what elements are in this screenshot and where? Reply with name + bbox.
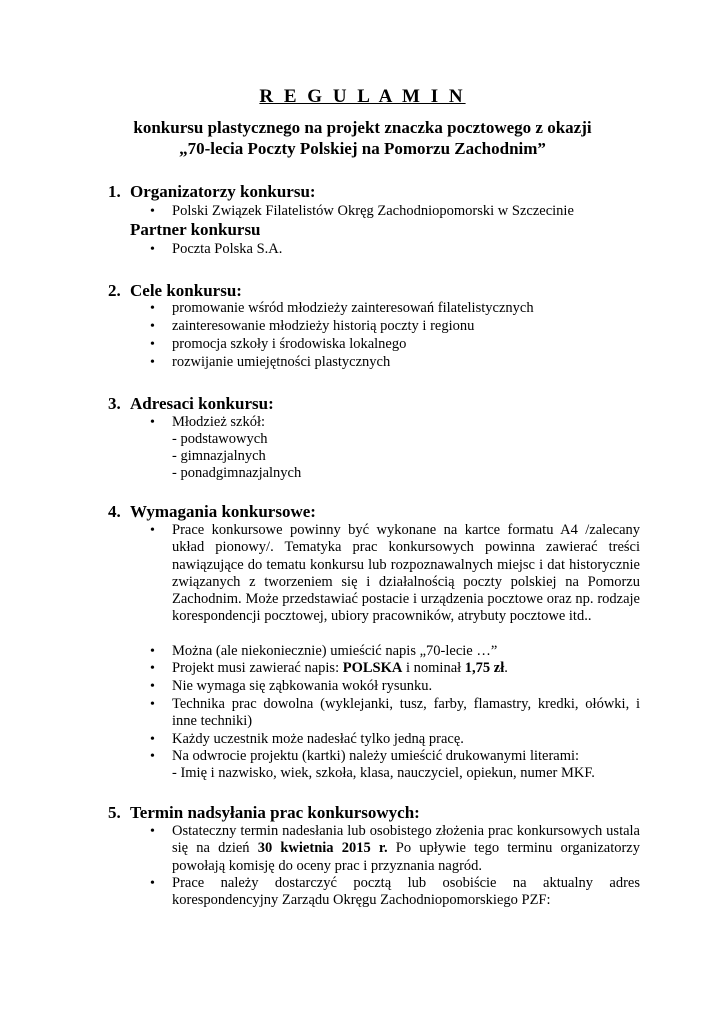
list-item: • zainteresowanie młodzieży historią poczty i regionu — [150, 318, 475, 334]
bullet-icon: • — [150, 749, 155, 764]
list-item: • Nie wymaga się ząbkowania wokół rysunku. — [150, 678, 433, 694]
sub-list-item: - Imię i nazwisko, wiek, szkoła, klasa, nauczyciel, opiekun, numer MKF. — [172, 765, 595, 781]
bullet-icon: • — [150, 679, 155, 694]
bullet-icon: • — [150, 876, 155, 891]
list-item: • Prace należy dostarczyć pocztą lub osobiście na aktualny adres korespondencyjny Zarządu Okręgu Zachodniopomorskiego PZF: — [150, 875, 640, 909]
section-title: Cele konkursu: — [130, 281, 242, 300]
section-number: 2. — [108, 281, 121, 300]
bullet-icon: • — [150, 824, 155, 839]
section-5-heading — [108, 803, 420, 823]
list-item: • Młodzież szkół: — [150, 414, 266, 430]
section-3-heading — [108, 394, 274, 414]
sub-list-item: - podstawowych — [172, 431, 268, 447]
bullet-icon: • — [150, 644, 155, 659]
section-4-heading — [108, 502, 316, 522]
document-subtitle-line-1: konkursu plastycznego na projekt znaczka pocztowego z okazji — [133, 118, 592, 137]
section-1-heading — [108, 182, 316, 202]
document-title: R E G U L A M I N — [259, 86, 466, 107]
list-item: • Projekt musi zawierać napis: POLSKA i nominał 1,75 zł. — [150, 660, 508, 676]
section-title: Wymagania konkursowe: — [130, 502, 316, 521]
list-item: • Na odwrocie projektu (kartki) należy umieścić drukowanymi literami: — [150, 748, 580, 764]
bullet-icon: • — [150, 242, 155, 257]
list-item: • Można (ale niekoniecznie) umieścić napis „70-lecie …” — [150, 643, 498, 659]
bullet-icon: • — [150, 661, 155, 676]
section-number: 3. — [108, 394, 121, 413]
bullet-icon: • — [150, 204, 155, 219]
document-subtitle-line-2: „70-lecia Poczty Polskiej na Pomorzu Zachodnim” — [179, 139, 546, 158]
bullet-icon: • — [150, 301, 155, 316]
list-item: • promocja szkoły i środowiska lokalnego — [150, 336, 407, 352]
list-item: • Poczta Polska S.A. — [150, 241, 283, 257]
section-number: 4. — [108, 502, 121, 521]
section-title: Termin nadsyłania prac konkursowych: — [130, 803, 420, 822]
bullet-icon: • — [150, 415, 155, 430]
bullet-icon: • — [150, 523, 155, 538]
list-item: • promowanie wśród młodzieży zainteresowań filatelistycznych — [150, 300, 534, 316]
section-number: 1. — [108, 182, 121, 201]
bullet-icon: • — [150, 319, 155, 334]
section-2-heading — [108, 281, 242, 301]
list-item: • Każdy uczestnik może nadesłać tylko jedną pracę. — [150, 731, 464, 747]
section-number: 5. — [108, 803, 121, 822]
list-item: • Ostateczny termin nadesłania lub osobistego złożenia prac konkursowych ustala się na dzień 30 kwietnia 2015 r. Po upływie tego terminu organizatorzy powołają komisję do oceny prac i przyznania nagród. — [150, 823, 640, 874]
bullet-icon: • — [150, 355, 155, 370]
section-title: Organizatorzy konkursu: — [130, 182, 316, 201]
bullet-icon: • — [150, 337, 155, 352]
partner-heading: Partner konkursu — [130, 220, 261, 239]
bullet-icon: • — [150, 697, 155, 712]
list-item: • Polski Związek Filatelistów Okręg Zachodniopomorski w Szczecinie — [150, 203, 574, 219]
sub-list-item: - ponadgimnazjalnych — [172, 465, 302, 481]
list-item: • rozwijanie umiejętności plastycznych — [150, 354, 391, 370]
list-item: • Technika prac dowolna (wyklejanki, tusz, farby, flamastry, kredki, ołówki, i inne techniki) — [150, 696, 640, 730]
sub-list-item: - gimnazjalnych — [172, 448, 266, 464]
bullet-icon: • — [150, 732, 155, 747]
list-item: • Prace konkursowe powinny być wykonane na kartce formatu A4 /zalecany układ pionowy/. Tematyka prac konkursowych powinna zawierać treści nawiązujące do tematu konkursu lub rozpoznawalnych miejsc i dat historycznie związanych z tworzeniem się i działalnością poczty polskiej na Pomorzu Zachodnim. Może przedstawiać postacie i urządzenia pocztowe oraz np. rodzaje korespondencji pocztowej, ubiory pracowników, atrybuty pocztowe itd.. — [150, 522, 640, 625]
section-title: Adresaci konkursu: — [130, 394, 274, 413]
